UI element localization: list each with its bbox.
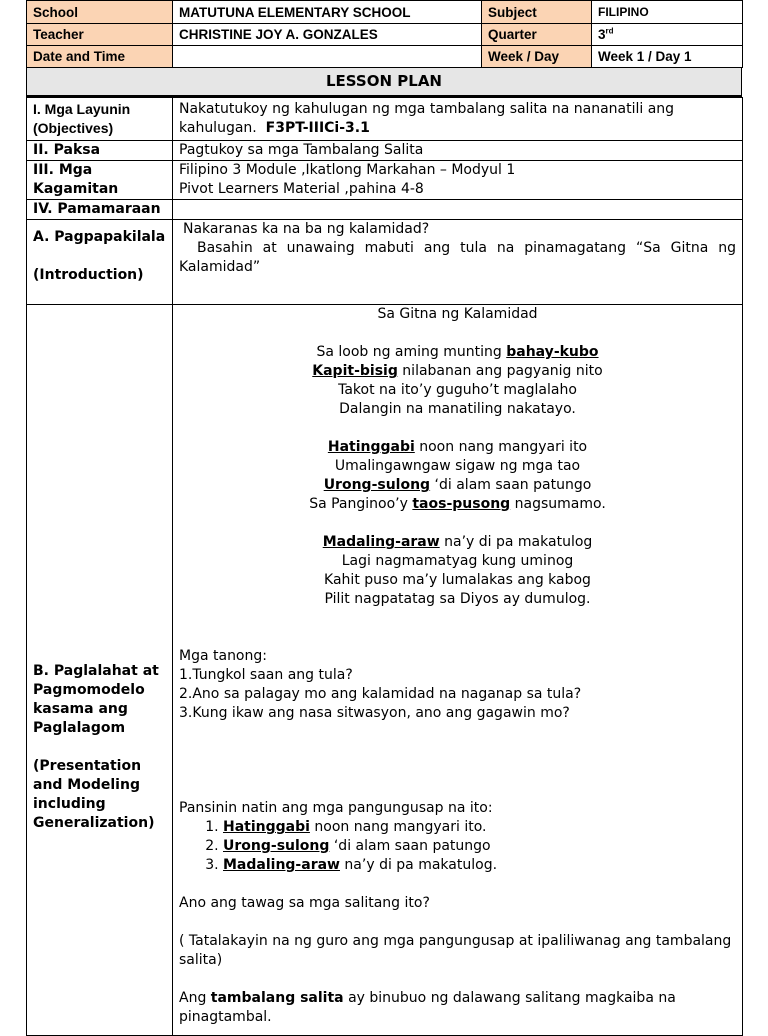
teacher-value: CHRISTINE JOY A. GONZALES [173, 24, 482, 46]
quarter-label: Quarter [482, 24, 592, 46]
subject-value: FILIPINO [592, 1, 743, 24]
date-time-value [173, 46, 482, 68]
objectives-label: I. Mga Layunin (Objectives) [27, 98, 173, 141]
date-time-label: Date and Time [27, 46, 173, 68]
lesson-plan-title: LESSON PLAN [26, 68, 742, 97]
presentation-content [173, 305, 743, 1036]
pamamaraan-content [173, 200, 743, 220]
examples-block: Pansinin natin ang mga pangungusap na ito: 1. Hatinggabi noon nang mangyari ito. 2. Urong-sulong ‘di alam saan patungo 3. Madaling-araw na’y di pa makatulog. [179, 799, 736, 875]
paksa-label: II. Paksa [27, 141, 173, 161]
paksa-row [27, 141, 743, 161]
presentation-row [27, 305, 743, 1036]
presentation-label: B. Paglalahat at Pagmomodelo kasama ang Paglalagom (Presentation and Modeling including Generalization) [27, 305, 173, 1036]
kagamitan-label: III. Mga Kagamitan [27, 161, 173, 200]
school-value: MATUTUNA ELEMENTARY SCHOOL [173, 1, 482, 24]
introduction-row [27, 220, 743, 305]
example-item: 3. Madaling-araw na’y di pa makatulog. [223, 856, 736, 875]
teacher-note: ( Tatalakayin na ng guro ang mga pangungusap at ipaliliwanag ang tambalang salita) [179, 933, 732, 968]
example-item: 2. Urong-sulong ‘di alam saan patungo [223, 837, 736, 856]
subject-label: Subject [482, 1, 592, 24]
week-day-label: Week / Day [482, 46, 592, 68]
pamamaraan-label: IV. Pamamaraan [27, 200, 173, 220]
poem-title: Sa Gitna ng Kalamidad [377, 306, 538, 322]
paksa-content: Pagtukoy sa mga Tambalang Salita [173, 141, 743, 161]
example-item: 1. Hatinggabi noon nang mangyari ito. [223, 818, 736, 837]
competency-code: F3PT-IIICi-3.1 [265, 120, 370, 136]
lesson-plan-document [26, 0, 742, 1036]
teacher-label: Teacher [27, 24, 173, 46]
introduction-content: Nakaranas ka na ba ng kalamidad? Basahin at unawaing mabuti ang tula na pinamagatang “Sa Gitna ng Kalamidad” [173, 220, 743, 305]
kagamitan-row [27, 161, 743, 200]
header-table [26, 0, 743, 68]
school-label: School [27, 1, 173, 24]
quarter-value: 3rd [592, 24, 743, 46]
pamamaraan-row [27, 200, 743, 220]
definition-text: Ang tambalang salita ay binubuo ng dalawang salitang magkaiba na pinagtambal. [179, 990, 676, 1025]
objectives-content: Nakatutukoy ng kahulugan ng mga tambalang salita na nananatili ang kahulugan. F3PT-IIICi-3.1 [173, 98, 743, 141]
questions-block: Mga tanong: 1.Tungkol saan ang tula? 2.Ano sa palagay mo ang kalamidad na naganap sa tula? 3.Kung ikaw ang nasa sitwasyon, ano ang gagawin mo? [179, 648, 582, 721]
week-day-value: Week 1 / Day 1 [592, 46, 743, 68]
lesson-plan-table [26, 97, 743, 1036]
poem: Sa Gitna ng Kalamidad Sa loob ng aming munting bahay-kubo Kapit-bisig nilabanan ang pagyanig nito Takot na ito’y guguho’t maglalaho Dalangin na manatiling nakatayo. Hatinggabi noon nang mangyari ito Umalingawngaw sigaw ng mga tao Urong-sulong ‘di alam saan patungo Sa Panginoo’y taos-pusong nagsumamo. Madaling-araw na’y di pa makatulog Lagi nagmamatyag kung uminog Kahit puso ma’y lumalakas ang kabog Pilit nagpatatag sa Diyos ay dumulog. [179, 305, 736, 609]
question-text: Ano ang tawag sa mga salitang ito? [179, 895, 430, 911]
objectives-row [27, 98, 743, 141]
introduction-label: A. Pagpapakilala (Introduction) [27, 220, 173, 305]
kagamitan-content: Filipino 3 Module ,Ikatlong Markahan – Modyul 1 Pivot Learners Material ,pahina 4-8 [173, 161, 743, 200]
